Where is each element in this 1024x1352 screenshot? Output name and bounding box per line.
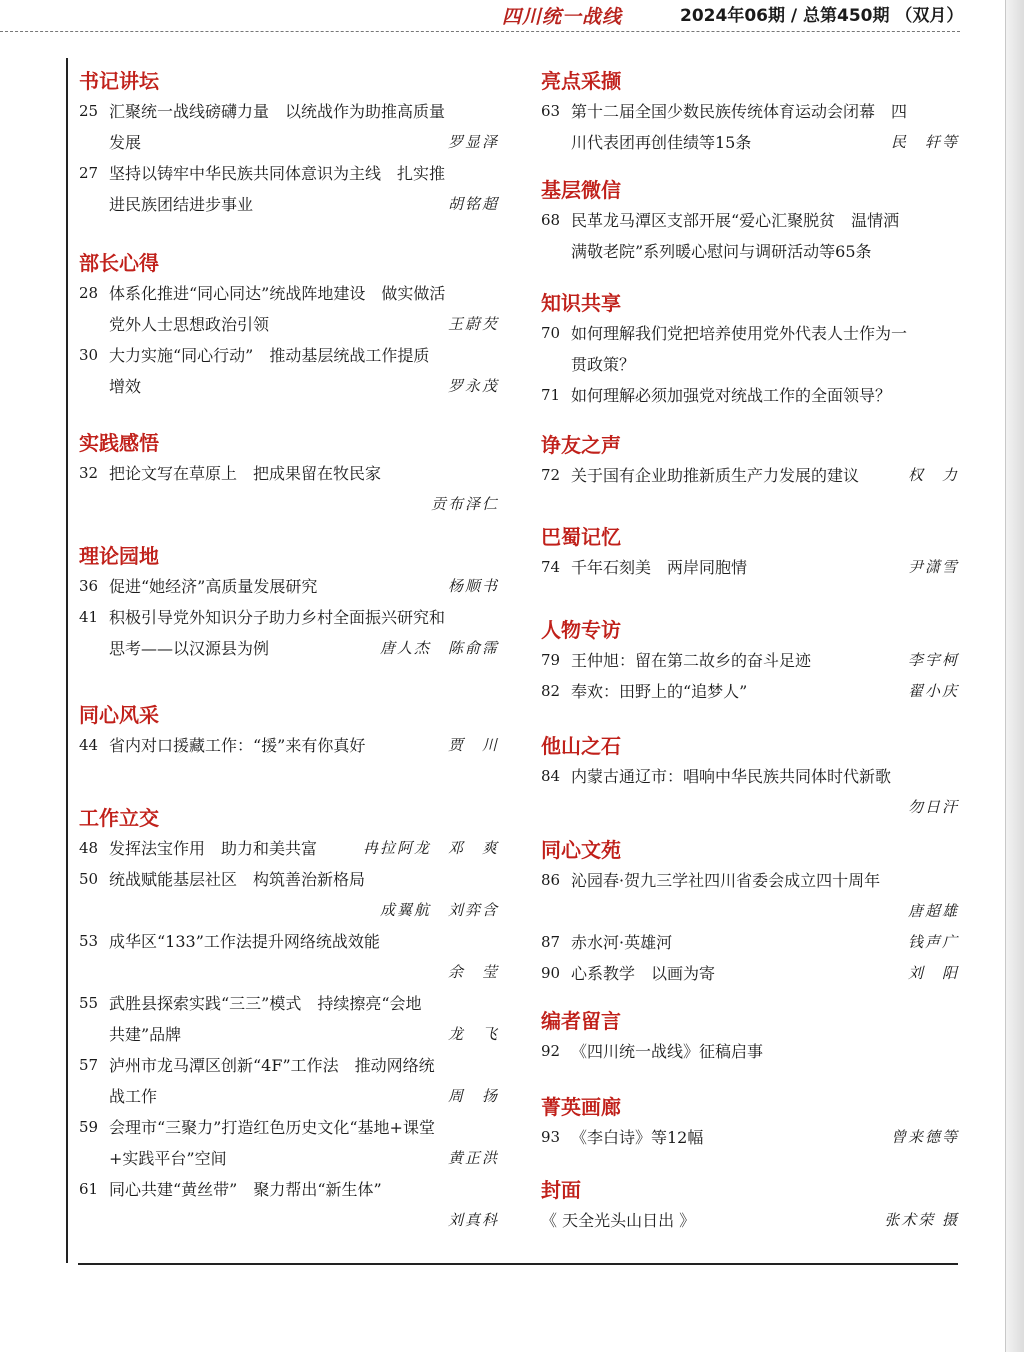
toc-entry[interactable] [541,380,961,411]
toc-section [79,803,501,1236]
entry-title-line: 泸州市龙马潭区创新“4F”工作法 推动网络统 [109,1056,435,1075]
entry-title-line: 千年石刻美 两岸同胞情 [571,558,748,577]
entry-title-line: 会理市“三聚力”打造红色历史文化“基地+课堂 [109,1118,435,1137]
section-title: 菁英画廊 [541,1095,621,1119]
entry-author: 罗显泽 [447,133,499,151]
toc-entry[interactable] [79,158,501,220]
entry-author: 刘 阳 [907,964,959,982]
entry-title-line: 贯政策？ [571,355,636,374]
page-number: 55 [79,994,99,1012]
entry-author: 张术荣 摄 [884,1211,959,1229]
page-number: 92 [541,1042,561,1060]
toc-entry[interactable] [79,1050,501,1112]
toc-entry[interactable] [541,865,961,927]
section-title: 封面 [541,1178,581,1202]
page-edge [1005,0,1024,1352]
entry-title-line: 《 天全光头山日出 》 [541,1211,696,1230]
toc-entry[interactable] [79,458,501,520]
section-title: 理论园地 [79,544,159,568]
entry-title-line: 战工作 [109,1087,158,1106]
toc-entry[interactable] [541,205,961,267]
entry-title-line: 同心共建“黄丝带” 聚力帮出“新生体” [109,1180,382,1199]
entry-title-line: 思考——以汉源县为例 [109,639,270,658]
toc-entry[interactable] [79,602,501,664]
entry-title-line: 民革龙马潭区支部开展“爱心汇聚脱贫 温情洒 [571,211,900,230]
header-rule [0,31,960,32]
toc-entry[interactable] [79,988,501,1050]
page-number: 82 [541,682,561,700]
entry-title-line: 如何理解必须加强党对统战工作的全面领导？ [571,386,892,405]
toc-section [79,66,501,220]
page-number: 25 [79,102,99,120]
entry-author: 龙 飞 [447,1025,499,1043]
page-number: 36 [79,577,99,595]
entry-title-line: 共建”品牌 [109,1025,182,1044]
toc-entry[interactable] [541,318,961,380]
toc-entry[interactable] [541,460,961,491]
section-title: 工作立交 [79,806,159,830]
entry-author: 罗永茂 [447,377,499,395]
page-number: 30 [79,346,99,364]
entry-author: 勿日汗 [907,798,959,816]
entry-author: 黄正洪 [447,1149,499,1167]
section-title: 同心风采 [79,703,159,727]
entry-title-line: 促进“她经济”高质量发展研究 [109,577,318,596]
toc-section [541,522,961,583]
entry-title-line: 《李白诗》等12幅 [571,1128,704,1147]
entry-author: 冉拉阿龙 邓 爽 [362,839,499,857]
page-number: 79 [541,651,561,669]
section-title: 部长心得 [79,251,159,275]
page-number: 57 [79,1056,99,1074]
entry-title-line: 成华区“133”工作法提升网络统战效能 [109,932,380,951]
section-title: 人物专访 [541,618,621,642]
entry-title-line: 满敬老院”系列暖心慰问与调研活动等65条 [571,242,872,261]
entry-title-line: 川代表团再创佳绩等15条 [571,133,752,152]
entry-title-line: 《四川统一战线》征稿启事 [571,1042,764,1061]
section-title: 他山之石 [541,734,621,758]
entry-title-line: 沁园春·贺九三学社四川省委会成立四十周年 [571,871,881,890]
entry-title-line: 如何理解我们党把培养使用党外代表人士作为一 [571,324,908,343]
page-number: 63 [541,102,561,120]
entry-author: 杨顺书 [447,577,499,595]
section-title: 同心文苑 [541,838,621,862]
toc-section [541,66,961,158]
toc-entry[interactable] [541,552,961,583]
page-number: 84 [541,767,561,785]
entry-author: 权 力 [907,466,959,484]
page-number: 68 [541,211,561,229]
entry-author: 民 轩等 [890,133,959,151]
entry-title-line: 体系化推进“同心同达”统战阵地建设 做实做活 [109,284,446,303]
page-number: 70 [541,324,561,342]
left-margin-rule [66,58,68,1263]
entry-title-line: 奉欢：田野上的“追梦人” [571,682,748,701]
entry-author: 李宇柯 [907,651,959,669]
toc-entry[interactable] [79,730,501,761]
entry-author: 余 莹 [447,963,499,981]
toc-entry[interactable] [541,761,961,823]
entry-author: 刘真科 [447,1211,499,1229]
entry-author: 胡铭超 [447,195,499,213]
page-number: 59 [79,1118,99,1136]
toc-entry[interactable] [79,96,501,158]
entry-title-line: 第十二届全国少数民族传统体育运动会闭幕 四 [571,102,908,121]
entry-author: 王蔚芡 [447,315,499,333]
entry-title-line: 关于国有企业助推新质生产力发展的建议 [571,466,860,485]
entry-author: 成翼航 刘弈含 [379,901,499,919]
toc-section [541,731,961,823]
toc-entry[interactable] [541,1036,961,1067]
section-title: 知识共享 [541,291,621,315]
entry-title-line: 发展 [109,133,142,152]
toc-section [79,541,501,664]
toc-section [541,615,961,707]
magazine-logo: 四川统一战线 [502,6,623,28]
section-title: 编者留言 [541,1009,621,1033]
page-number: 53 [79,932,99,950]
section-title: 巴蜀记忆 [541,525,621,549]
toc-entry[interactable] [541,1205,961,1236]
toc-entry[interactable] [541,1122,961,1153]
toc-section [79,248,501,402]
page-number: 41 [79,608,99,626]
toc-entry[interactable] [541,927,961,958]
page-number: 93 [541,1128,561,1146]
entry-author: 贾 川 [447,736,499,754]
entry-title-line: 内蒙古通辽市：唱响中华民族共同体时代新歌 [571,767,892,786]
page-number: 61 [79,1180,99,1198]
page-number: 32 [79,464,99,482]
page-number: 50 [79,870,99,888]
entry-title-line: 心系教学 以画为寄 [571,964,716,983]
entry-title-line: 省内对口援藏工作：“援”来有你真好 [109,736,366,755]
entry-title-line [109,1205,501,1236]
entry-author: 唐超雄 [907,902,959,920]
toc-section [79,428,501,520]
toc-entry[interactable] [79,1174,501,1236]
entry-author: 唐人杰 陈俞霈 [379,639,499,657]
entry-title-line [571,792,961,823]
toc-entry[interactable] [541,645,961,676]
entry-title-line: 汇聚统一战线磅礴力量 以统战作为助推高质量 [109,102,446,121]
toc-entry[interactable] [79,926,501,988]
page-number: 72 [541,466,561,484]
entry-title-line [109,957,501,988]
toc-section [541,288,961,411]
toc-entry[interactable] [541,958,961,989]
toc-entry[interactable] [79,864,501,926]
entry-title-line: 武胜县探索实践“三三”模式 持续擦亮“会地 [109,994,422,1013]
toc-section [541,430,961,491]
entry-title-line: 王仲旭：留在第二故乡的奋斗足迹 [571,651,812,670]
page-number: 71 [541,386,561,404]
section-title: 诤友之声 [541,433,621,457]
entry-author: 翟小庆 [907,682,959,700]
toc-section [79,700,501,761]
section-title: 书记讲坛 [79,69,159,93]
entry-title-line: 赤水河·英雄河 [571,933,673,952]
toc-entry[interactable] [541,96,961,158]
page-number: 44 [79,736,99,754]
toc-section [541,175,961,267]
entry-title-line: 坚持以铸牢中华民族共同体意识为主线 扎实推 [109,164,446,183]
page-number: 27 [79,164,99,182]
entry-title-line [571,896,961,927]
toc-entry[interactable] [79,340,501,402]
entry-title-line: 大力实施“同心行动” 推动基层统战工作提质 [109,346,430,365]
entry-title-line: 进民族团结进步事业 [109,195,254,214]
page-number: 86 [541,871,561,889]
entry-author: 曾来德等 [890,1128,959,1146]
entry-title-line: 把论文写在草原上 把成果留在牧民家 [109,464,382,483]
page-number: 28 [79,284,99,302]
toc-section [541,835,961,989]
section-title: 实践感悟 [79,431,159,455]
entry-title-line: 积极引导党外知识分子助力乡村全面振兴研究和 [109,608,446,627]
header [500,0,970,28]
entry-title-line: 党外人士思想政治引领 [109,315,270,334]
entry-title-line: 增效 [109,377,142,396]
entry-title-line: 统战赋能基层社区 构筑善治新格局 [109,870,366,889]
toc-entry[interactable] [79,571,501,602]
issue-info: 2024年06期 / 总第450期 （双月） [680,6,964,26]
entry-author: 尹潇雪 [907,558,959,576]
section-title: 亮点采撷 [541,69,621,93]
entry-title-line: +实践平台”空间 [109,1149,227,1168]
toc-section [541,1175,961,1236]
section-title: 基层微信 [541,178,621,202]
entry-author: 周 扬 [447,1087,499,1105]
toc-entry[interactable] [79,278,501,340]
toc-section [541,1006,961,1067]
page-number: 48 [79,839,99,857]
footer-rule [78,1263,958,1265]
page-number: 74 [541,558,561,576]
toc-entry[interactable] [79,1112,501,1174]
entry-author: 钱声广 [907,933,959,951]
page-number: 87 [541,933,561,951]
toc-entry[interactable] [79,833,501,864]
entry-author: 贡布泽仁 [430,495,499,513]
toc-section [541,1092,961,1153]
entry-title-line: 发挥法宝作用 助力和美共富 [109,839,318,858]
toc-entry[interactable] [541,676,961,707]
page-number: 90 [541,964,561,982]
